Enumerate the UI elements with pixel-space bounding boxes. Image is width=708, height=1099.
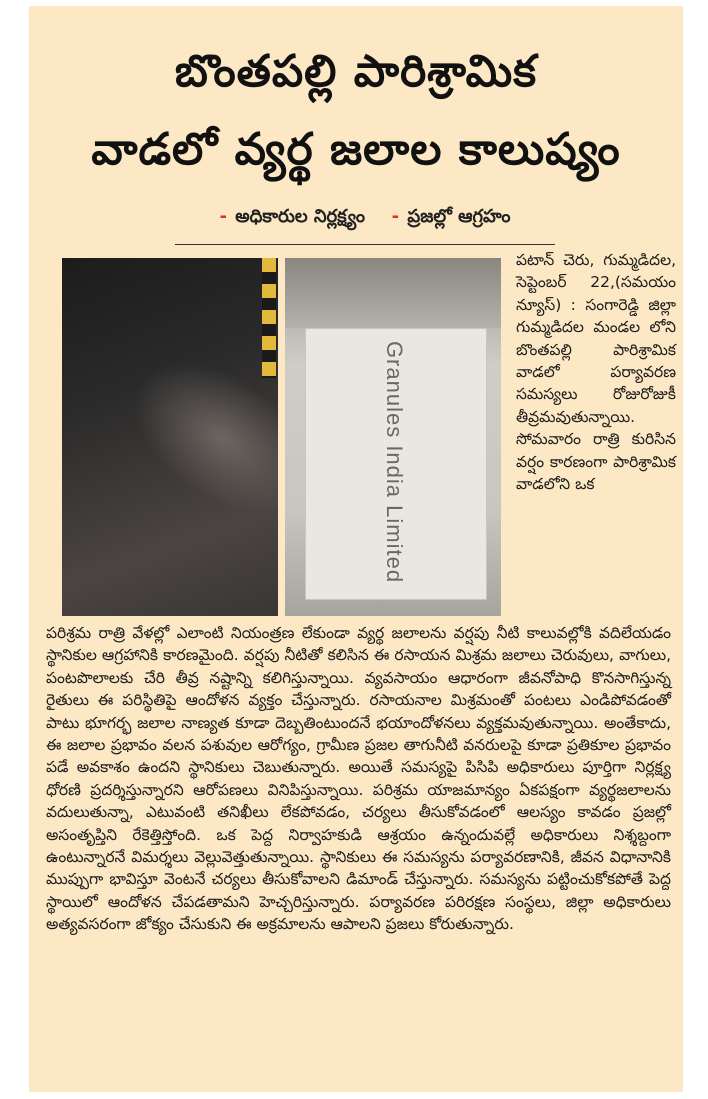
company-signboard [305,328,487,600]
newspaper-clipping [29,6,683,1092]
subheading-part-2: ప్రజల్లో ఆగ్రహం [407,206,511,227]
subheading-dash-2: - [391,206,400,227]
article-column-text: పటాన్ చెరు, గుమ్మడిదల, సెప్టెంబర్ 22,(సమయం న్యూస్) : సంగారెడ్డి జిల్లా గుమ్మడిదల మండల లోని బొంతపల్లి పారిశ్రామిక వాడలో పర్యావరణ సమస్యలు రోజురోజుకీ తీవ్రమవుతున్నాయి. సోమవారం రాత్రి కురిసిన వర్షం కారణంగా పారిశ్రామిక వాడలోని ఒక [516,251,676,494]
headline-line-2: వాడలో వ్యర్థ జలాల కాలుష్యం [91,124,621,175]
subheading [175,206,555,231]
signboard-text: Granules India Limited [382,340,407,584]
subheading-dash-1: - [219,206,227,227]
wastewater-photo [62,258,278,616]
headline-line-1: బొంతపల్లి పారిశ్రామిక [174,46,538,97]
subheading-part-1: అధికారుల నిర్లక్ష్యం [235,206,366,227]
subheading-underline [175,244,555,245]
company-sign-photo [285,258,501,616]
article-body-text: పరిశ్రమ రాత్రి వేళల్లో ఎలాంటి నియంత్రణ లేకుండా వ్యర్థ జలాలను వర్షపు నీటి కాలువల్లోకి వదిలేయడం స్థానికుల ఆగ్రహానికి కారణమైంది. వర్షపు నీటితో కలిసిన ఈ రసాయన మిశ్రమ జలాలు చెరువులు, వాగులు, పంటపొలాలకు చేరి తీవ్ర నష్టాన్ని కలిగిస్తున్నాయి. వ్యవసాయం ఆధారంగా జీవనోపాధి కొనసాగిస్తున్న రైతులు ఈ పరిస్థితిపై ఆందోళన వ్యక్తం చేస్తున్నారు. రసాయనాల మిశ్రమంతో పంటలు ఎండిపోవడంతో పాటు భూగర్భ జలాల నాణ్యత కూడా దెబ్బతింటుందనే భయాందోళనలు వ్యక్తమవుతున్నాయి. అంతేకాదు, ఈ జలాల ప్రభావం వలన పశువుల ఆరోగ్యం, గ్రామీణ ప్రజల తాగునీటి వనరులపై కూడా ప్రతికూల ప్రభావం పడే అవకాశం ఉందని స్థానికులు చెబుతున్నారు. అయితే సమస్యపై పిసిపి అధికారులు పూర్తిగా నిర్లక్ష్య ధోరణి ప్రదర్శిస్తున్నారని ఆరోపణలు వినిపిస్తున్నాయి. పరిశ్రమ యాజమాన్యం ఏకపక్షంగా వ్యర్థజలాలను వదులుతున్నా, ఎటువంటి తనిఖీలు లేకపోవడం, చర్యలు తీసుకోవడంలో ఆలస్యం కావడం ప్రజల్లో అసంతృప్తిని రేకెత్తిస్తోంది. ఒక పెద్ద నిర్వాహకుడి ఆశ్రయం ఉన్నందువల్లే అధికారులు నిశ్శబ్దంగా ఉంటున్నారనే విమర్శలు వెల్లువెత్తుతున్నాయి. స్థానికులు ఈ సమస్యను పర్యావరణానికి, జీవన విధానానికి ముప్పుగా భావిస్తూ వెంటనే చర్యలు తీసుకోవాలని డిమాండ్ చేస్తున్నారు. సమస్యను పట్టించుకోకపోతే పెద్ద స్థాయిలో ఆందోళన చేపడతామని హెచ్చరిస్తున్నారు. పర్యావరణ పరిరక్షణ సంస్థలు, జిల్లా అధికారులు అత్యవసరంగా జోక్యం చేసుకుని ఈ అక్రమాలను ఆపాలని ప్రజలు కోరుతున్నారు. [46,624,671,934]
